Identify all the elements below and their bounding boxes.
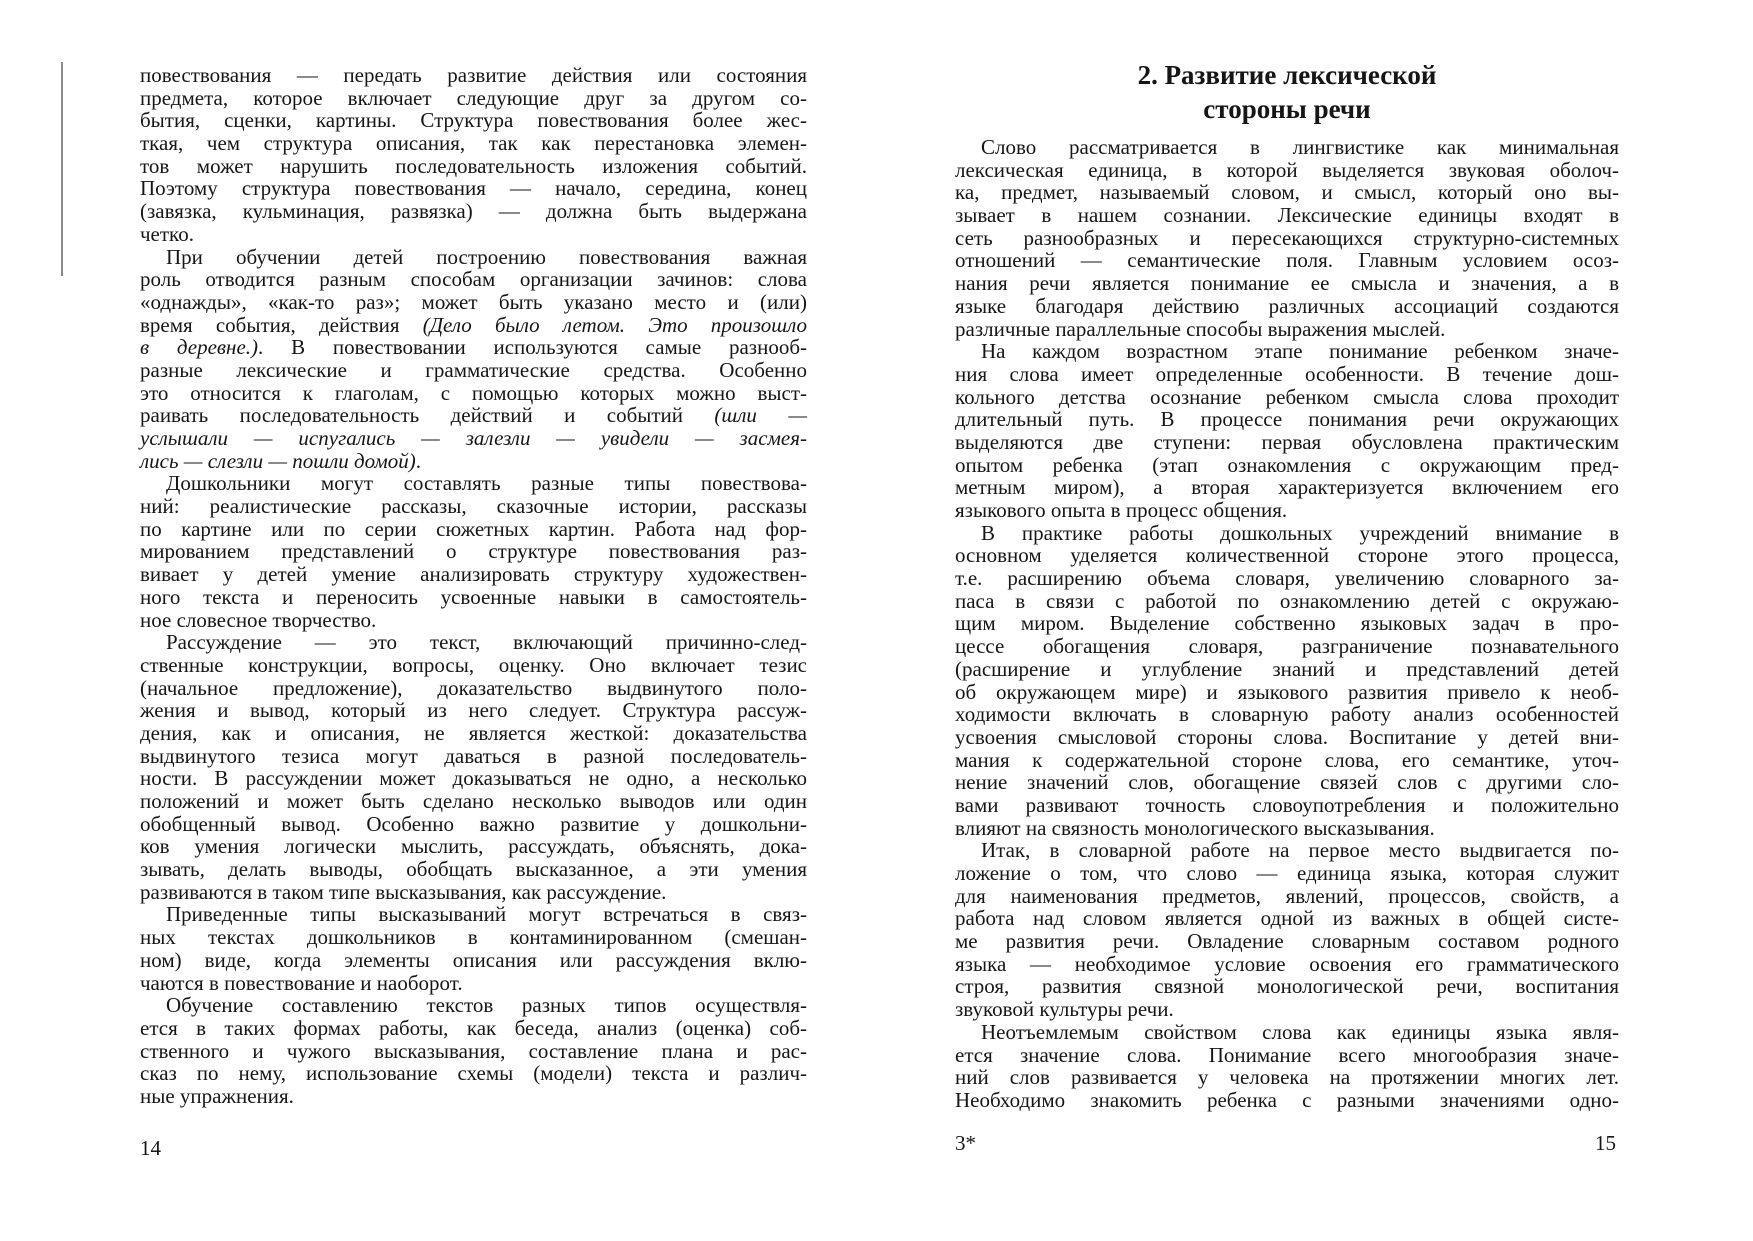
signature-mark: 3* bbox=[955, 1131, 976, 1155]
text-line: чаются в повествование и наоборот. bbox=[140, 970, 463, 995]
text-line: ности. В рассуждении может доказываться не одно, а несколько bbox=[140, 766, 807, 791]
italic-example-text: (Дело было летом. Это произошло bbox=[422, 312, 807, 337]
text-line: цессе обогащения словаря, разграничение познавательного bbox=[955, 634, 1619, 659]
text-line: нение значений слов, обогащение связей слов с другими сло- bbox=[955, 770, 1619, 795]
text-line: Обучение составлению текстов разных типов осуществля- bbox=[166, 993, 807, 1018]
text-line: обобщенный вывод. Особенно важно развитие у дошкольни- bbox=[140, 811, 807, 836]
text-line: ний: реалистические рассказы, сказочные истории, рассказы bbox=[140, 494, 807, 519]
text-segment: . В повествовании используются самые разнооб- bbox=[258, 335, 807, 360]
text-line: (завязка, кульминация, развязка) — должна быть выдержана bbox=[140, 199, 807, 224]
text-line: усвоения смысловой стороны слова. Воспитание у детей вни- bbox=[955, 724, 1619, 749]
text-line: (расширение и углубление знаний и представлений детей bbox=[955, 656, 1619, 681]
text-line: для наименования предметов, явлений, процессов, свойств, а bbox=[955, 883, 1619, 908]
text-line bbox=[140, 450, 807, 473]
text-line: ме развития речи. Овладение словарным составом родного bbox=[955, 929, 1619, 954]
text-line: В практике работы дошкольных учреждений внимание в bbox=[981, 520, 1619, 545]
text-line bbox=[140, 314, 807, 337]
page-number-left: 14 bbox=[140, 1136, 161, 1160]
text-line: На каждом возрастном этапе понимание ребенком значе- bbox=[981, 339, 1619, 364]
text-line: ходимости включать в словарную работу анализ особенностей bbox=[955, 702, 1619, 727]
text-line: тов может нарушить последовательность изложения событий. bbox=[140, 153, 807, 178]
text-line: щим миром. Выделение собственно языковых задач в про- bbox=[955, 611, 1619, 636]
text-line bbox=[140, 336, 807, 359]
section-heading bbox=[955, 58, 1619, 126]
text-line: метным миром), а вторая характеризуется включением его bbox=[955, 475, 1619, 500]
text-line: мания к содержательной стороне слова, его семантике, уточ- bbox=[955, 747, 1619, 772]
italic-example-text: лись — слезли — пошли домой) bbox=[140, 448, 416, 473]
right-page-text bbox=[955, 136, 1619, 1112]
text-line: «однажды», «как-то раз»; может быть указано место и (или) bbox=[140, 289, 807, 314]
left-page-text bbox=[140, 64, 807, 1108]
text-line: зывать, делать выводы, обобщать высказанное, а эти умения bbox=[140, 857, 807, 882]
text-line: ложение о том, что слово — единица языка, которая служит bbox=[955, 861, 1619, 885]
text-line: вивает у детей умение анализировать структуру художествен- bbox=[140, 562, 807, 587]
text-line: Слово рассматривается в лингвистике как минимальная bbox=[981, 135, 1619, 159]
text-line: При обучении детей построению повествования важная bbox=[166, 244, 807, 269]
text-line: Приведенные типы высказываний могут встречаться в связ- bbox=[166, 902, 807, 927]
text-line bbox=[140, 404, 807, 427]
text-line: выделяются две ступени: первая обусловлена практическим bbox=[955, 429, 1619, 454]
text-line: зывает в нашем сознании. Лексические единицы входят в bbox=[955, 203, 1619, 228]
text-line: Рассуждение — это текст, включающий причинно-след- bbox=[166, 630, 807, 655]
text-line: сказ по нему, использование схемы (модели) текста и различ- bbox=[140, 1061, 807, 1086]
text-line: т.е. расширению объема словаря, увеличению словарного за- bbox=[955, 566, 1619, 591]
section-heading-line: 2. Развитие лексической bbox=[1137, 60, 1437, 90]
text-line: ется в таких формах работы, как беседа, анализ (оценка) соб- bbox=[140, 1015, 807, 1040]
text-line: выдвинутого тезиса могут даваться в разной последователь- bbox=[140, 743, 807, 768]
text-segment: время события, действия bbox=[140, 312, 423, 337]
text-line: жения и вывод, который из него следует. Структура рассуж- bbox=[140, 698, 807, 723]
text-line: лексическая единица, в которой выделяется звуковая оболоч- bbox=[955, 157, 1619, 182]
italic-example-text: в деревне.) bbox=[140, 335, 259, 360]
text-segment: . bbox=[415, 448, 421, 473]
italic-example-text: услышали — испугались — залезли — увидели — засмея- bbox=[140, 426, 807, 450]
text-line: паса в связи с работой по ознакомлению детей с окружаю- bbox=[955, 588, 1619, 613]
text-line: различные параллельные способы выражения мыслей. bbox=[955, 316, 1446, 341]
text-line: по картине или по серии сюжетных картин. Работа над фор- bbox=[140, 516, 807, 541]
text-line: Итак, в словарной работе на первое место выдвигается по- bbox=[981, 838, 1619, 863]
text-line: развиваются в таком типе высказывания, как рассуждение. bbox=[140, 879, 667, 904]
text-line: положений и может быть сделано несколько выводов или один bbox=[140, 789, 807, 813]
text-line: влияют на связность монологического высказывания. bbox=[955, 815, 1435, 840]
text-line: ные упражнения. bbox=[140, 1083, 294, 1108]
text-line: отношений — семантические поля. Главным условием осоз- bbox=[955, 248, 1619, 273]
text-line: языкового опыта в процесс общения. bbox=[955, 498, 1288, 522]
text-line: Дошкольники могут составлять разные типы повествова- bbox=[166, 471, 807, 496]
text-line: языка — необходимое условие освоения его грамматического bbox=[955, 951, 1619, 976]
text-line: это относится к глаголам, с помощью которых можно выст- bbox=[140, 380, 807, 405]
text-line: кольного детства осознание ребенком смысла слова проходит bbox=[955, 384, 1619, 409]
text-line: Поэтому структура повествования — начало, середина, конец bbox=[140, 176, 807, 201]
text-line: ка, предмет, называемый словом, и смысл, который оно вы- bbox=[955, 180, 1619, 205]
margin-rule bbox=[61, 62, 63, 276]
text-line: ется значение слова. Понимание всего многообразия значе- bbox=[955, 1042, 1619, 1067]
text-line: ное словесное творчество. bbox=[140, 607, 377, 632]
text-segment: раивать последовательность действий и событий bbox=[140, 403, 715, 428]
text-line: ственные конструкции, вопросы, оценку. Оно включает тезис bbox=[140, 652, 807, 677]
text-line: (начальное предложение), доказательство выдвинутого поло- bbox=[140, 675, 807, 700]
text-line: четко. bbox=[140, 221, 194, 246]
text-line: звуковой культуры речи. bbox=[955, 997, 1174, 1022]
text-line: нания речи является понимание ее смысла и значения, а в bbox=[955, 271, 1619, 296]
text-line: ном) виде, когда элементы описания или рассуждения вклю- bbox=[140, 947, 807, 972]
text-line: повествования — передать развитие действия или состояния bbox=[140, 63, 807, 87]
text-line: основном уделяется количественной стороне этого процесса, bbox=[955, 543, 1619, 568]
text-line: об окружающем мире) и языкового развития привело к необ- bbox=[955, 679, 1619, 704]
text-line: ний слов развивается у человека на протяжении многих лет. bbox=[955, 1065, 1619, 1090]
text-line: Необходимо знакомить ребенка с разными значениями одно- bbox=[955, 1087, 1619, 1112]
text-line: ткая, чем структура описания, так как перестановка элемен- bbox=[140, 131, 807, 156]
text-line: работа над словом является одной из важных в общей систе- bbox=[955, 906, 1619, 931]
text-line: мированием представлений о структуре повествования раз- bbox=[140, 539, 807, 564]
text-line: опытом ребенка (этап ознакомления с окружающим пред- bbox=[955, 452, 1619, 477]
text-line: строя, развития связной монологической речи, воспитания bbox=[955, 974, 1619, 999]
text-line: вами развивают точность словоупотребления и положительно bbox=[955, 792, 1619, 817]
text-line: ков умения логически мыслить, рассуждать, объяснять, дока- bbox=[140, 834, 807, 859]
section-heading-line: стороны речи bbox=[1203, 94, 1371, 124]
text-line: предмета, которое включает следующие друг за другом со- bbox=[140, 85, 807, 110]
text-line: ственного и чужого высказывания, составление плана и рас- bbox=[140, 1038, 807, 1063]
text-line: ных текстах дошкольников в контаминированном (смешан- bbox=[140, 925, 807, 950]
text-line bbox=[140, 427, 807, 450]
text-line: ного текста и переносить усвоенные навыки в самостоятель- bbox=[140, 584, 807, 609]
text-line: разные лексические и грамматические средства. Особенно bbox=[140, 357, 807, 382]
text-line: ния слова имеет определенные особенности. В течение дош- bbox=[955, 361, 1619, 386]
text-line: бытия, сценки, картины. Структура повествования более жес- bbox=[140, 108, 807, 133]
text-line: длительный путь. В процессе понимания речи окружающих bbox=[955, 407, 1619, 432]
text-line: роль отводится разным способам организации зачинов: слова bbox=[140, 267, 807, 292]
text-line: сеть разнообразных и пересекающихся структурно-системных bbox=[955, 225, 1619, 250]
text-line: Неотъемлемым свойством слова как единицы языка явля- bbox=[981, 1019, 1619, 1044]
text-line: языке благодаря действию различных ассоциаций создаются bbox=[955, 293, 1619, 318]
text-line: дения, как и описания, не является жесткой: доказательства bbox=[140, 720, 807, 745]
italic-example-text: (шли — bbox=[714, 403, 807, 428]
page-number-right: 15 bbox=[1595, 1131, 1616, 1155]
